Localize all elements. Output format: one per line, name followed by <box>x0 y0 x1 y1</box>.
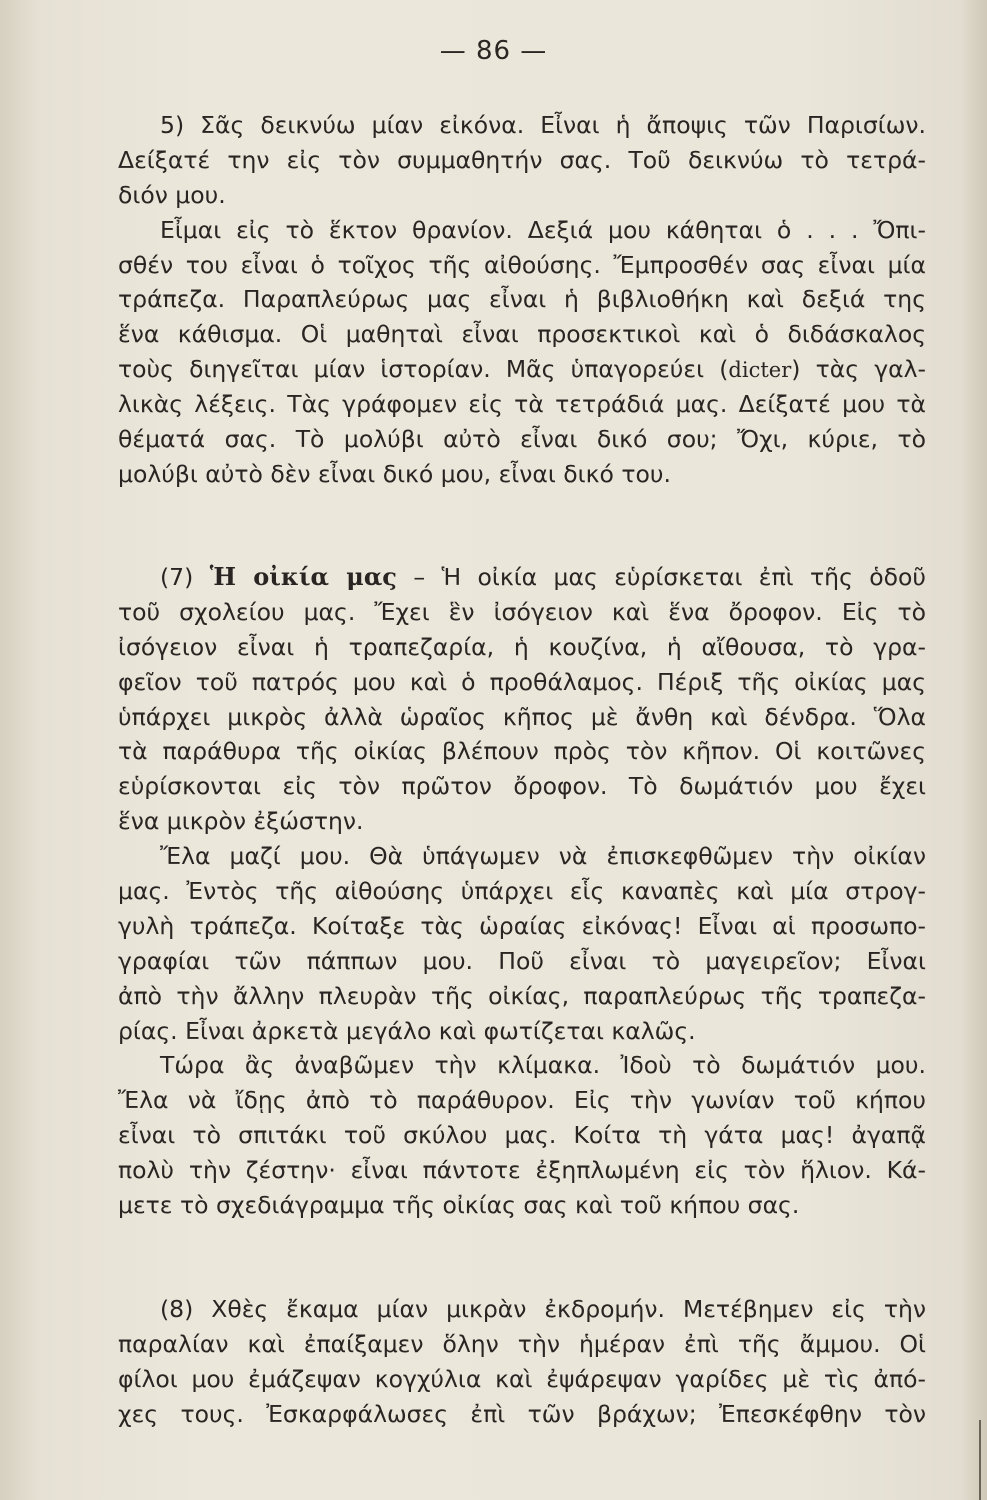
text-line: ἕνα μικρὸν ἐξώστην. <box>118 807 364 836</box>
text-line: σθέν του εἶναι ὁ τοῖχος τῆς αἰθούσης. Ἔμπροσθέν σας εἶναι μία <box>118 250 926 279</box>
text-line: ρίας. Εἶναι ἀρκετὰ μεγάλο καὶ φωτίζεται καλῶς. <box>118 1016 696 1045</box>
text-line: μας. Ἐντὸς τῆς αἰθούσης ὑπάρχει εἷς καναπὲς καὶ μία στρογ- <box>118 877 926 906</box>
text-line: λικὰς λέξεις. Τὰς γράφομεν εἰς τὰ τετράδιά μας. Δείξατέ μου τὰ <box>118 390 926 419</box>
section-number: (7) <box>160 563 194 591</box>
section-7-heading-line <box>118 560 926 595</box>
text-line: τοῦ σχολείου μας. Ἔχει ἓν ἰσόγειον καὶ ἕνα ὄροφον. Εἰς τὸ <box>118 597 926 626</box>
text-line: φίλοι μου ἐμάζεψαν κογχύλια καὶ ἐψάρεψαν γαρίδες μὲ τὶς ἀπό- <box>118 1364 926 1393</box>
section-8 <box>118 1292 926 1432</box>
text-line: εὑρίσκονται εἰς τὸν πρῶτον ὄροφον. Τὸ δωμάτιόν μου ἔχει <box>118 772 926 801</box>
text-line: μολύβι αὐτὸ δὲν εἶναι δικό μου, εἶναι δικό του. <box>118 459 671 488</box>
text-line: χες τους. Ἐσκαρφάλωσες ἐπὶ τῶν βράχων; Ἐπεσκέφθην τὸν <box>118 1399 926 1428</box>
text-line: τὰ παράθυρα τῆς οἰκίας βλέπουν πρὸς τὸν κῆπον. Οἱ κοιτῶνες <box>118 737 926 766</box>
text-line: πολὺ τὴν ζέστην· εἶναι πάντοτε ἐξηπλωμένη εἰς τὸν ἥλιον. Κά- <box>118 1156 926 1185</box>
text-line: εἶναι τὸ σπιτάκι τοῦ σκύλου μας. Κοίτα τὴ γάτα μας! ἀγαπᾷ <box>118 1121 926 1150</box>
text-line: 5) Σᾶς δεικνύω μίαν εἰκόνα. Εἶναι ἡ ἄποψις τῶν Παρισίων. <box>160 111 926 139</box>
text-line: παραλίαν καὶ ἐπαίξαμεν ὅλην τὴν ἡμέραν ἐπὶ τῆς ἄμμου. Οἱ <box>118 1329 926 1358</box>
text-fragment: – Ἡ οἰκία μας εὑρίσκεται ἐπὶ τῆς ὁδοῦ <box>413 563 926 591</box>
section-7 <box>118 560 926 1223</box>
text-line: ἕνα κάθισμα. Οἱ μαθηταὶ εἶναι προσεκτικοὶ καὶ ὁ διδάσκαλος <box>118 320 926 349</box>
section-title: Ἡ οἰκία μας <box>209 562 397 591</box>
text-line: γραφίαι τῶν πάππων μου. Ποῦ εἶναι τὸ μαγειρεῖον; Εἶναι <box>118 946 926 975</box>
text-line: διόν μου. <box>118 180 226 209</box>
text-line: γυλὴ τράπεζα. Κοίταξε τὰς ὡραίας εἰκόνας! Εἶναι αἱ προσωπο- <box>118 911 926 940</box>
text-line: τοὺς διηγεῖται μίαν ἱστορίαν. Μᾶς ὑπαγορεύει (dicter) τὰς γαλ- <box>118 355 926 384</box>
text-line: θέματά σας. Τὸ μολύβι αὐτὸ εἶναι δικό σου; Ὄχι, κύριε, τὸ <box>118 425 926 454</box>
latin-word: dicter <box>728 358 792 383</box>
text-line: Ἔλα μαζί μου. Θὰ ὑπάγωμεν νὰ ἐπισκεφθῶμεν τὴν οἰκίαν <box>160 842 926 871</box>
text-line: Ἔλα νὰ ἴδῃς ἀπὸ τὸ παράθυρον. Εἰς τὴν γωνίαν τοῦ κήπου <box>118 1086 926 1115</box>
section-5 <box>118 108 926 492</box>
page-number: — 86 — <box>439 36 548 66</box>
text-line: ἀπὸ τὴν ἄλλην πλευρὰν τῆς οἰκίας, παραπλεύρως τῆς τραπεζα- <box>118 981 926 1010</box>
text-line: (8) Χθὲς ἔκαμα μίαν μικρὰν ἐκδρομήν. Μετέβημεν εἰς τὴν <box>160 1295 926 1323</box>
text-line: Εἶμαι εἰς τὸ ἕκτον θρανίον. Δεξιά μου κάθηται ὁ . . . Ὄπι- <box>160 215 926 244</box>
page-edge-mark <box>973 1420 981 1500</box>
text-line: τράπεζα. Παραπλεύρως μας εἶναι ἡ βιβλιοθήκη καὶ δεξιά της <box>118 285 926 314</box>
text-line: Τώρα ἂς ἀναβῶμεν τὴν κλίμακα. Ἰδοὺ τὸ δωμάτιόν μου. <box>160 1051 926 1080</box>
text-line: Δείξατέ την εἰς τὸν συμμαθητήν σας. Τοῦ δεικνύω τὸ τετρά- <box>118 145 926 174</box>
text-line: φεῖον τοῦ πατρός μου καὶ ὁ προθάλαμος. Πέριξ τῆς οἰκίας μας <box>118 667 926 696</box>
text-line: ὑπάρχει μικρὸς ἀλλὰ ὡραῖος κῆπος μὲ ἄνθη καὶ δένδρα. Ὅλα <box>118 702 926 731</box>
text-line: ἰσόγειον εἶναι ἡ τραπεζαρία, ἡ κουζίνα, ἡ αἴθουσα, τὸ γρα- <box>118 632 926 661</box>
text-line: μετε τὸ σχεδιάγραμμα τῆς οἰκίας σας καὶ τοῦ κήπου σας. <box>118 1191 800 1220</box>
